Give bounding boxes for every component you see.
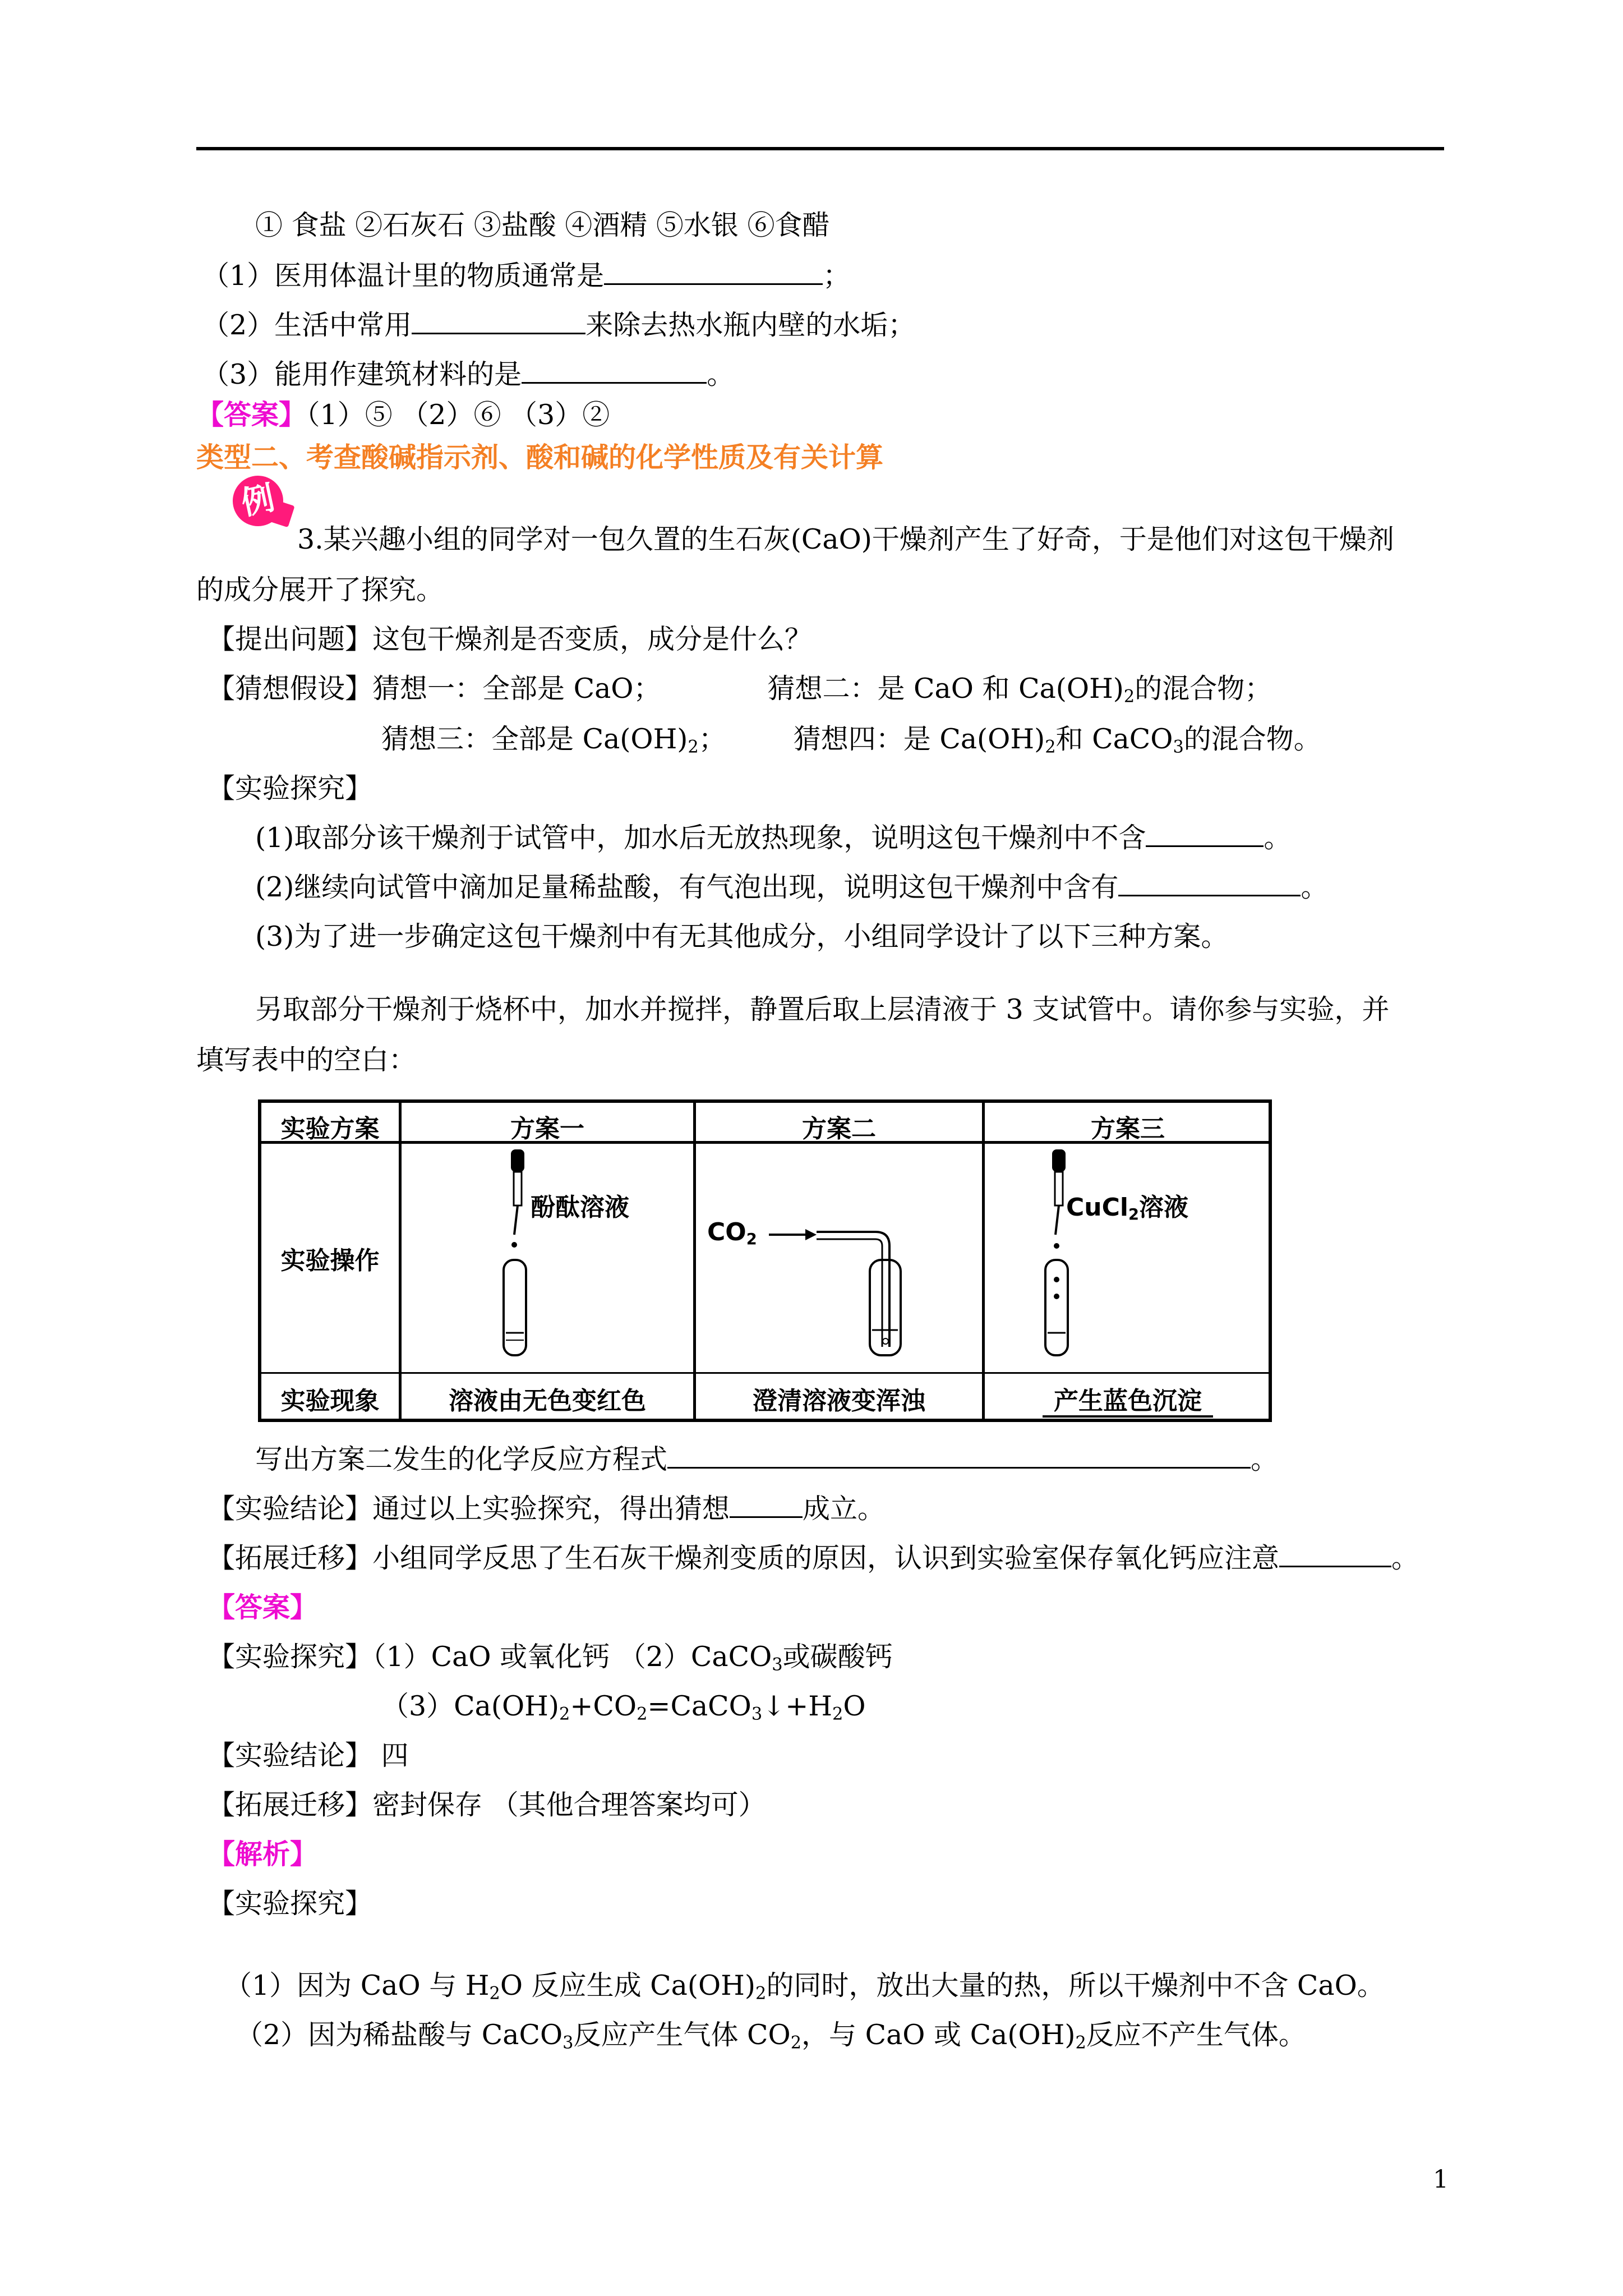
observation-3-text: 产生蓝色沉淀	[1043, 1387, 1213, 1418]
extension-text: 【拓展迁移】小组同学反思了生石灰干燥剂变质的原因，认识到实验室保存氧化钙应注意	[208, 1542, 1280, 1574]
analysis-part: 的同时，放出大量的热，所以干燥剂中不含 CaO。	[766, 1970, 1385, 2001]
reagent-label-3	[1066, 1187, 1234, 1223]
analysis-part: 反应产生气体 CO	[573, 2019, 791, 2051]
answer-blank	[1118, 870, 1301, 896]
co2-label: CO	[707, 1218, 746, 1246]
subscript: 2	[559, 1704, 570, 1724]
subscript: 2	[1128, 1205, 1139, 1223]
question-2	[202, 307, 915, 343]
table-header-1: 方案一	[510, 1115, 584, 1143]
row-label-operation: 实验操作	[280, 1246, 380, 1275]
answer-blank	[667, 1442, 1251, 1469]
eq-part: （3）Ca(OH)	[381, 1690, 560, 1722]
answer-equation	[381, 1688, 866, 1724]
subscript: 2	[832, 1704, 843, 1724]
question-raise: 【提出问题】这包干燥剂是否变质，成分是什么？	[208, 623, 813, 655]
conclusion-end: 成立。	[803, 1493, 886, 1525]
answer-2-label: 【答案】	[208, 1591, 318, 1623]
analysis-label: 【解析】	[208, 1838, 318, 1870]
answer-blank	[1279, 1541, 1391, 1567]
analysis-part: （1）因为 CaO 与 H	[224, 1970, 490, 2001]
subscript: 2	[1075, 2033, 1086, 2053]
answer-text: （1）⑤ （2）⑥ （3）②	[306, 399, 610, 431]
observation-2: 澄清溶液变浑浊	[753, 1387, 925, 1415]
table-header-scheme: 实验方案	[280, 1115, 380, 1143]
observation-1: 溶液由无色变红色	[449, 1387, 646, 1415]
row-label-observation: 实验现象	[280, 1387, 380, 1415]
observation-3	[985, 1381, 1271, 1416]
question-1	[202, 258, 850, 294]
subscript: 2	[1045, 737, 1056, 757]
reagent-label-1: 酚酞溶液	[531, 1193, 629, 1222]
example-3-line2: 的成分展开了探究。	[196, 574, 444, 606]
eq-part: +CO	[570, 1690, 637, 1722]
subscript: 2	[489, 1984, 500, 2004]
reagent-label-2	[707, 1218, 774, 1246]
phenolphthalein-test-icon	[402, 1145, 693, 1369]
subscript: 3	[751, 1704, 763, 1724]
table-rule	[261, 1372, 1269, 1374]
example-icon: 例	[228, 471, 288, 531]
analysis-2	[236, 2017, 1306, 2053]
explore-3: (3)为了进一步确定这包干燥剂中有无其他成分，小组同学设计了以下三种方案。	[255, 921, 1229, 953]
extension	[208, 1540, 1419, 1576]
analysis-explore-label: 【实验探究】	[208, 1888, 373, 1920]
question-3-text: （3）能用作建筑材料的是	[202, 358, 522, 390]
hypothesis-4: 猜想四：是 Ca(OH)	[793, 723, 1045, 755]
hypothesis-3: 猜想三：全部是 Ca(OH)	[381, 723, 688, 755]
explore-4-line2: 填写表中的空白：	[196, 1044, 417, 1076]
hypothesis-1: 猜想一：全部是 CaO；	[372, 673, 661, 705]
question-2-text: （2）生活中常用	[202, 309, 412, 341]
cucl2-label-end: 溶液	[1138, 1193, 1188, 1222]
hypothesis-label: 【猜想假设】	[208, 673, 373, 705]
explore-2-end: 。	[1301, 871, 1329, 903]
cucl2-label: CuCl	[1066, 1193, 1128, 1222]
hypothesis-2-end: 的混合物；	[1135, 673, 1272, 705]
question-2-end: 来除去热水瓶内壁的水垢；	[585, 309, 916, 341]
page-number: 1	[1433, 2165, 1449, 2194]
answer-blank	[412, 308, 585, 334]
experiment-table	[258, 1099, 1272, 1422]
subscript: 2	[755, 1984, 767, 2004]
question-1-text: （1）医用体温计里的物质通常是	[202, 260, 605, 292]
eq-part: ↓+H	[762, 1690, 833, 1722]
explore-1-text: (1)取部分该干燥剂于试管中，加水后无放热现象，说明这包干燥剂中不含	[255, 822, 1146, 854]
answer-conclusion: 【实验结论】 四	[208, 1740, 409, 1772]
example-3-line1: 3.某兴趣小组的同学对一包久置的生石灰(CaO)干燥剂产生了好奇，于是他们对这包干燥剂	[297, 523, 1394, 555]
answer-extension: 【拓展迁移】密封保存 （其他合理答案均可）	[208, 1789, 766, 1821]
table-header-2: 方案二	[802, 1115, 876, 1143]
analysis-part: 反应不产生气体。	[1086, 2019, 1306, 2051]
subscript: 2	[688, 737, 699, 757]
subscript: 3	[772, 1655, 783, 1675]
answer-explore-end: 或碳酸钙	[782, 1641, 893, 1673]
answer-blank	[730, 1492, 803, 1518]
equation-prompt-end: 。	[1251, 1443, 1279, 1475]
explore-label: 【实验探究】	[208, 772, 373, 804]
answer-1	[196, 397, 610, 433]
explore-4-line1: 另取部分干燥剂于烧杯中，加水并搅拌，静置后取上层清液于 3 支试管中。请你参与实验，并	[255, 993, 1390, 1025]
equation-prompt	[255, 1442, 1278, 1478]
hypothesis-row-2	[381, 721, 1321, 757]
eq-part: O	[843, 1690, 866, 1722]
answer-explore	[208, 1639, 893, 1675]
answer-blank	[1146, 821, 1264, 847]
explore-2-text: (2)继续向试管中滴加足量稀盐酸，有气泡出现，说明这包干燥剂中含有	[255, 871, 1119, 903]
question-3	[202, 357, 734, 393]
subscript: 2	[790, 2033, 802, 2053]
analysis-part: ，与 CaO 或 Ca(OH)	[801, 2019, 1076, 2051]
question-3-end: 。	[707, 358, 735, 390]
equation-prompt-text: 写出方案二发生的化学反应方程式	[255, 1443, 668, 1475]
explore-1	[255, 820, 1291, 856]
section-title: 类型二、考查酸碱指示剂、酸和碱的化学性质及有关计算	[196, 441, 884, 473]
hypothesis-row-1	[208, 671, 1272, 707]
answer-label: 【答案】	[196, 399, 307, 431]
subscript: 3	[1173, 737, 1184, 757]
subscript: 2	[1123, 687, 1135, 707]
explore-2	[255, 869, 1328, 905]
subscript: 2	[746, 1230, 757, 1248]
conclusion-text: 【实验结论】通过以上实验探究，得出猜想	[208, 1493, 730, 1525]
answer-blank	[522, 357, 707, 384]
extension-end: 。	[1391, 1542, 1419, 1574]
hypothesis-2: 猜想二：是 CaO 和 Ca(OH)	[767, 673, 1124, 705]
table-header-3: 方案三	[1091, 1115, 1165, 1143]
hypothesis-4-end: 的混合物。	[1183, 723, 1321, 755]
question-1-end: ；	[823, 260, 851, 292]
explore-1-end: 。	[1264, 822, 1292, 854]
header-rule	[196, 147, 1444, 150]
answer-explore-text: 【实验探究】（1）CaO 或氧化钙 （2）CaCO	[208, 1641, 772, 1673]
answer-blank	[604, 259, 823, 285]
conclusion	[208, 1491, 885, 1527]
hypothesis-3-end: ；	[698, 723, 726, 755]
subscript: 2	[637, 1704, 648, 1724]
analysis-part: O 反应生成 Ca(OH)	[500, 1970, 756, 2001]
eq-part: =CaCO	[647, 1690, 751, 1722]
options-line: ① 食盐 ②石灰石 ③盐酸 ④酒精 ⑤水银 ⑥食醋	[255, 209, 830, 241]
subscript: 3	[562, 2033, 574, 2053]
analysis-1	[224, 1968, 1385, 2004]
hypothesis-4-mid: 和 CaCO	[1055, 723, 1173, 755]
analysis-part: （2）因为稀盐酸与 CaCO	[236, 2019, 563, 2051]
cucl2-test-icon	[985, 1145, 1271, 1369]
co2-test-icon	[696, 1145, 982, 1369]
